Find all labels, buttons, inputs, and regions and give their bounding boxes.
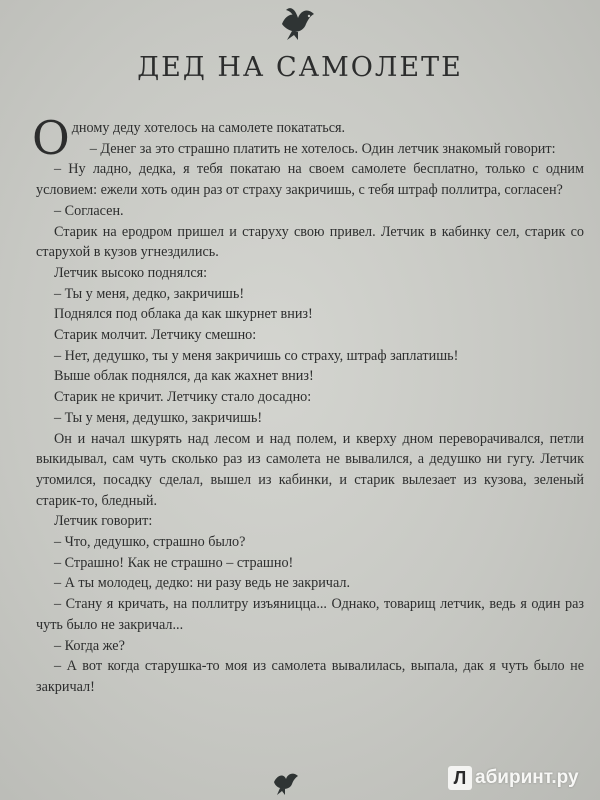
paragraph: Поднялся под облака да как шкурнет вниз!: [54, 306, 313, 323]
paragraph: – Когда же?: [54, 637, 125, 654]
paragraph: – Согласен.: [54, 202, 124, 219]
paragraph: – Ты у меня, дедко, закричишь!: [54, 285, 245, 302]
paragraph: – Нет, дедушко, ты у меня закричишь со страху, штраф заплатишь!: [54, 347, 459, 364]
drop-cap: О: [32, 111, 70, 165]
story-text: [32, 111, 584, 698]
paragraph: Старик молчит. Летчику смешно:: [54, 327, 257, 344]
paragraph: – Денег за это страшно платить не хотелось. Один летчик знакомый говорит:: [89, 140, 556, 157]
first-line-text: дному деду хотелось на самолете покататься.: [71, 120, 346, 136]
watermark-text: абиринт.ру: [475, 767, 579, 788]
paragraph: – А ты молодец, дедко: ни разу ведь не закричал.: [54, 575, 350, 592]
paragraph: – Ты у меня, дедушко, закричишь!: [54, 409, 263, 426]
paragraph: – Ну ладно, дедка, я тебя покатаю на своем самолете бесплатно, только с одним условием: ежели хоть один раз от страху закричишь, с тебя штраф поллитра, согласен?: [36, 161, 584, 199]
bottom-bird-ornament-icon: [268, 768, 304, 796]
page-title: ДЕД НА САМОЛЕТЕ: [137, 52, 463, 83]
paragraph: Летчик высоко поднялся:: [54, 264, 208, 281]
labirint-logo-icon: Л: [448, 766, 472, 790]
paragraph: – А вот когда старушка-то моя из самолета вывалилась, выпала, дак я чуть было не закричал!: [36, 658, 584, 695]
paragraph: Летчик говорит:: [54, 513, 153, 530]
paragraph: – Стану я кричать, на поллитру изъяницца... Однако, товарищ летчик, ведь я один раз чуть было не закричал...: [36, 596, 584, 633]
watermark: [448, 762, 596, 794]
paragraph: – Страшно! Как не страшно – страшно!: [54, 554, 294, 571]
paragraph: – Что, дедушко, страшно было?: [54, 534, 246, 551]
top-bird-ornament-icon: [268, 2, 328, 42]
paragraph: Старик на еродром пришел и старуху свою привел. Летчик в кабинку сел, старик со старухой в кузов угнездились.: [36, 223, 584, 261]
paragraph: Выше облак поднялся, да как жахнет вниз!: [54, 368, 314, 385]
paragraph: Он и начал шкурять над лесом и над полем, и кверху дном переворачивался, петли выкидывал, сам чуть сколько раз из самолета не вывалился, а дедушко ни гугу. Летчик утомился, посадку сделал, вышел из кабинки, и старик вылезает из кузова, зеленый старик-то, бледный.: [36, 430, 584, 509]
paragraph: Старик не кричит. Летчику стало досадно:: [54, 389, 312, 406]
